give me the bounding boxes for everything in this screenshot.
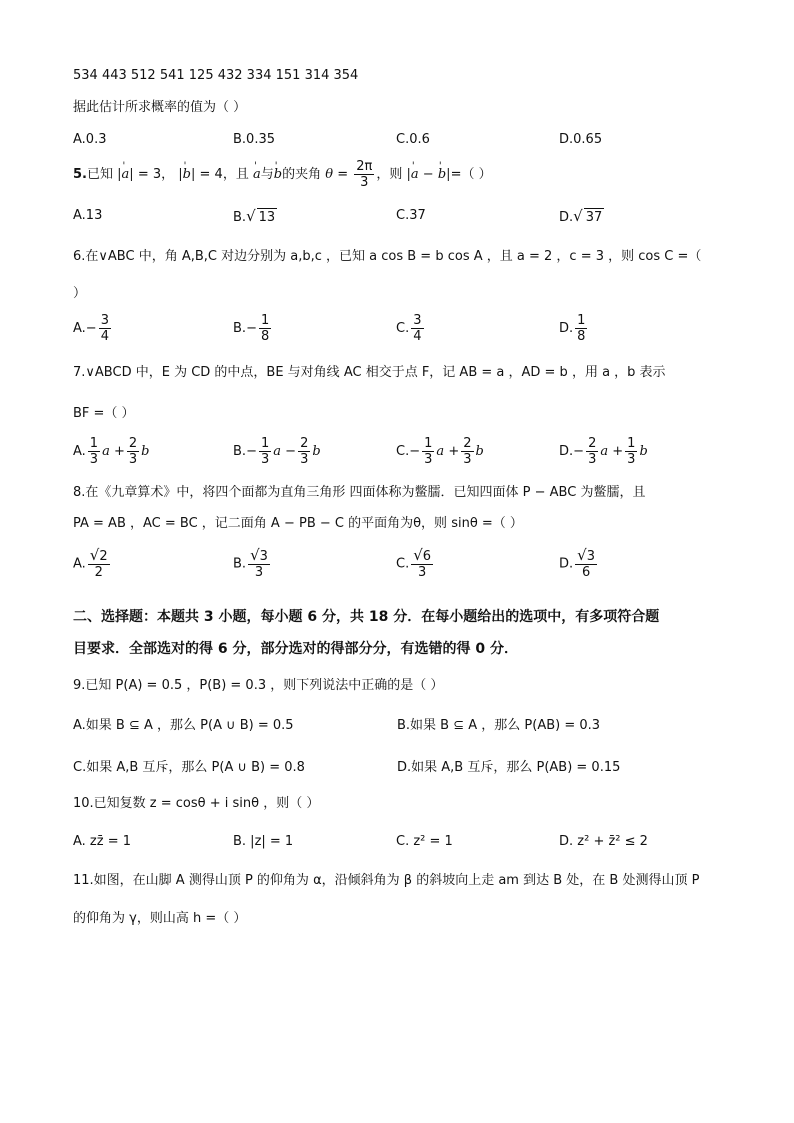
q5-option-b: B.√ 13: [233, 207, 276, 225]
q10-option-a: A. zz̄ = 1: [73, 834, 132, 849]
q4-prompt: 据此估计所求概率的值为（ ）: [73, 100, 247, 115]
q9-option-b: B.如果 B ⊆ A ，那么 P(AB) = 0.3: [397, 718, 601, 733]
q4-option-d: D.0.65: [559, 132, 603, 147]
q6-prompt-line1: 6.在∨ABC 中，角 A,B,C 对边分别为 a,b,c ，已知 a cos B = b cos A ，且 a = 2 ，c = 3 ，则 cos C =（: [73, 249, 702, 264]
q5-option-c: C.37: [396, 208, 426, 223]
q5-prompt: 5.已知 |' a| = 3， |' b| = 4，且 ' a与' b的夹角 θ = $\frac{2\pi}{3}$ ，则 |' a − ' b|=（ ）: [73, 158, 492, 192]
q7-option-d: D.− $\frac{2}{3}$ a + $\frac{1}{3}$ b: [559, 436, 648, 467]
q9-option-d: D.如果 A,B 互斥，那么 P(AB) = 0.15: [397, 760, 621, 775]
q10-option-b: B. |z| = 1: [233, 834, 294, 849]
q5-number: 5.: [73, 167, 87, 182]
q5-option-d: D.√ 37: [559, 207, 603, 225]
q5-text: =（ ）: [450, 167, 492, 182]
q8-prompt-line1: 8.在《九章算术》中，将四个面都为直角三角形 四面体称为鳖臑．已知四面体 P − ABC 为鳖臑，且: [73, 485, 646, 500]
q6-option-a: A.− $\frac{3}{4}$: [73, 313, 109, 344]
q4-option-c: C.0.6: [396, 132, 430, 147]
q4-option-a: A.0.3: [73, 132, 107, 147]
q9-prompt: 9.已知 P(A) = 0.5 ，P(B) = 0.3 ，则下列说法中正确的是（ ）: [73, 678, 444, 693]
q5-text: ，且: [222, 167, 249, 182]
q6-prompt-line2: ）: [73, 286, 87, 301]
q8-prompt-line2: PA = AB ，AC = BC ，记二面角 A − PB − C 的平面角为θ，则 sinθ =（ ）: [73, 516, 523, 531]
q10-option-c: C. z² = 1: [396, 834, 453, 849]
q11-prompt-line1: 11.如图，在山脚 A 测得山顶 P 的仰角为 α，沿倾斜角为 β 的斜坡向上走 am 到达 B 处，在 B 处测得山顶 P: [73, 873, 700, 888]
q7-option-b: B.− $\frac{1}{3}$ a − $\frac{2}{3}$ b: [233, 436, 321, 467]
q6-option-b: B.− $\frac{1}{8}$: [233, 313, 270, 344]
random-digits-row: 534 443 512 541 125 432 334 151 314 354: [73, 68, 359, 83]
q9-option-a: A.如果 B ⊆ A ，那么 P(A ∪ B) = 0.5: [73, 718, 294, 733]
q8-option-c: C. $\frac{√6}{3}$: [396, 546, 432, 580]
q5-option-a: A.13: [73, 208, 103, 223]
q9-option-c: C.如果 A,B 互斥，那么 P(A ∪ B) = 0.8: [73, 760, 305, 775]
q6-option-d: D. $\frac{1}{8}$: [559, 313, 586, 344]
q7-prompt-line2: BF =（ ）: [73, 406, 135, 421]
q11-prompt-line2: 的仰角为 γ，则山高 h =（ ）: [73, 911, 247, 926]
section2-heading-line1: 二、选择题：本题共 3 小题，每小题 6 分，共 18 分．在每小题给出的选项中，有多项符合题: [73, 609, 660, 625]
q10-prompt: 10.已知复数 z = cosθ + i sinθ ，则（ ）: [73, 796, 320, 811]
q5-theta-fraction: $\frac{2\pi}{3}$: [356, 159, 373, 190]
q7-option-a: A. $\frac{1}{3}$ a + $\frac{2}{3}$ b: [73, 436, 150, 467]
q6-option-c: C. $\frac{3}{4}$: [396, 313, 422, 344]
q8-option-b: B. $\frac{√3}{3}$: [233, 546, 268, 580]
q5-text: 与: [260, 167, 274, 182]
q5-text: ，则: [376, 167, 403, 182]
q5-text: 的夹角: [282, 167, 322, 182]
q5-text: 已知: [86, 167, 113, 182]
q10-option-d: D. z² + z̄² ≤ 2: [559, 834, 648, 849]
q8-option-a: A. $\frac{√2}{2}$: [73, 546, 108, 580]
section2-heading-line2: 目要求．全部选对的得 6 分，部分选对的得部分分，有选错的得 0 分．: [73, 641, 518, 657]
q8-option-d: D. $\frac{√3}{6}$: [559, 546, 595, 580]
q7-option-c: C.− $\frac{1}{3}$ a + $\frac{2}{3}$ b: [396, 436, 484, 467]
q5-text: ，: [161, 167, 175, 182]
q7-prompt-line1: 7.∨ABCD 中，E 为 CD 的中点，BE 与对角线 AC 相交于点 F，记 AB = a ，AD = b ，用 a ，b 表示: [73, 365, 666, 380]
q4-option-b: B.0.35: [233, 132, 275, 147]
